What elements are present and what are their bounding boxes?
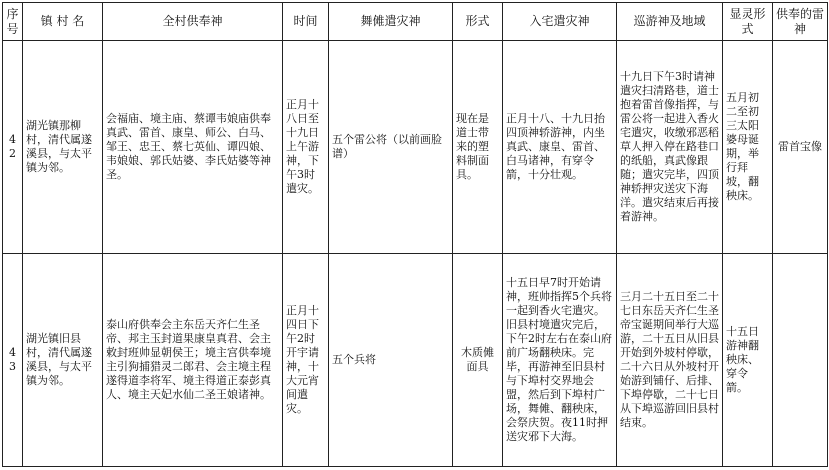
header-time: 时间	[283, 3, 329, 41]
gods-cell: 会福庙、境主庙、蔡谭韦娘庙供奉真武、雷首、康皇、师公、白马、邹王、忠王、蔡七英仙、谭四娘、韦娘娘、郭氏姑婆、李氏姑婆等神圣。	[103, 41, 283, 254]
header-gods: 全村供奉神	[103, 3, 283, 41]
village-cell: 湖光镇那柳村，清代属遂溪县，与太平镇为邻。	[23, 41, 103, 254]
form-cell: 现在是道士带来的塑料制面具。	[453, 41, 503, 254]
header-dance: 舞傩遣灾神	[329, 3, 453, 41]
enter-cell: 正月十八、十九日抬四顶神轿游神，内坐真武、康皇、雷首、白马诸神，有穿令箭，十分壮观。	[503, 41, 617, 254]
row-number: 43	[3, 254, 23, 467]
dance-cell: 五个兵将	[329, 254, 453, 467]
tour-cell: 十九日下午3时请神遣灾扫清路巷，道士抱着雷首像指挥，与雷公将一起进入香火宅遣灾，收缴邪恶稻草人押入停在路巷口的纸船，真武像跟随；遣灾完毕，四顶神轿押灾送灾下海洋。遣灾结束后再接着游神。	[617, 41, 723, 254]
thunder-cell	[773, 254, 828, 467]
header-village: 镇 村 名	[23, 3, 103, 41]
header-enter: 入宅遣灾神	[503, 3, 617, 41]
manifest-cell: 五月初二至初三太阳婆母诞期，举行拜坡，翻秧床。	[723, 41, 773, 254]
thunder-cell: 雷首宝像	[773, 41, 828, 254]
header-no: 序号	[3, 3, 23, 41]
table-row	[3, 41, 828, 254]
folk-customs-table	[2, 2, 828, 467]
time-cell: 正月十八日至十九日上午游神，下午3时遣灾。	[283, 41, 329, 254]
enter-cell: 十五日早7时开始请神，班帅指挥5个兵将一起到香火宅遣灾。旧县村境遣灾完后，下午2时左右在泰山府前广场翻秧床。完毕，再游神至旧县村与下埠村交界地会盟，然后到下埠村广场，舞傩、翻秧床，会祭庆贺。夜11时押送灾邪下大海。	[503, 254, 617, 467]
header-row	[3, 3, 828, 41]
time-cell: 正月十四日下午2时开宇请神，十大元宵间遣灾。	[283, 254, 329, 467]
header-manifest: 显灵形式	[723, 3, 773, 41]
row-number: 42	[3, 41, 23, 254]
header-tour: 巡游神及地域	[617, 3, 723, 41]
village-cell: 湖光镇旧县村，清代属遂溪县，与太平镇为邻。	[23, 254, 103, 467]
tour-cell: 三月二十五日至二十七日东岳天齐仁生圣帝宝诞期间举行大巡游，二十五日从旧县开始到外坡村停歇，二十六日从外坡村开始游到铺仔、后排、下埠停歇，二十七日从下埠巡游回旧县村结束。	[617, 254, 723, 467]
table-row	[3, 254, 828, 467]
header-thunder: 供奉的雷神	[773, 3, 828, 41]
gods-cell: 泰山府供奉会主东岳天齐仁生圣帝、邦主玉封道果康皇真君、会主敕封班帅显朝侯王；境主宫供奉境主引狗捕猎灵二郎君、会主境主程遂得道李将军、境主得道正泰彭真人、境主天妃水仙二圣王娘诸神。	[103, 254, 283, 467]
form-cell: 木质傩面具	[453, 254, 503, 467]
header-form: 形式	[453, 3, 503, 41]
manifest-cell: 十五日游神翻秧床、穿令箭。	[723, 254, 773, 467]
dance-cell: 五个雷公将（以前画脸谱）	[329, 41, 453, 254]
